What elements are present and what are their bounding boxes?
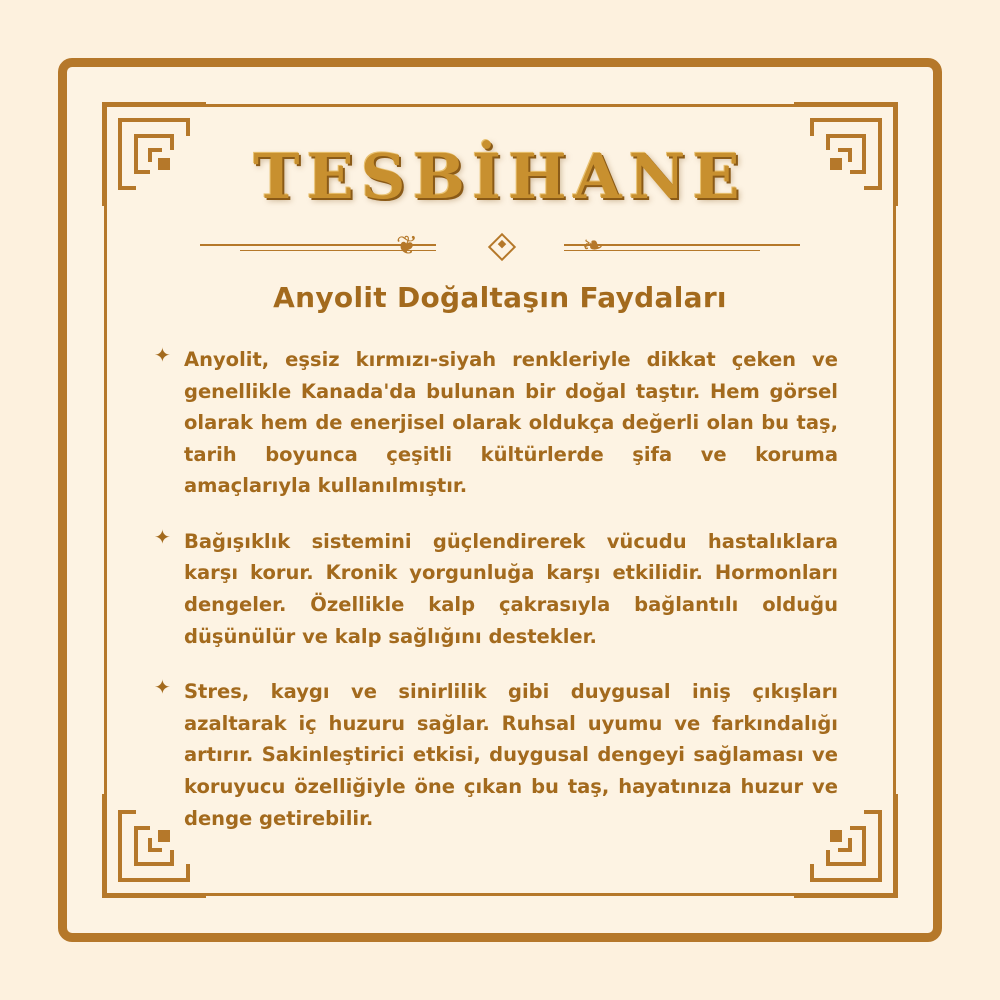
list-item (150, 526, 838, 652)
benefits-list (140, 344, 860, 834)
list-item (150, 344, 838, 502)
brand-title: TESBİHANE (140, 140, 860, 213)
list-item (150, 676, 838, 834)
list-item-text: Anyolit, eşsiz kırmızı-siyah renkleriyle dikkat çeken ve genellikle Kanada'da bulunan bir doğal taştır. Hem görsel olarak hem de enerjisel olarak oldukça değerli olan bu taş, tarih boyunca çeşitli kültürlerde şifa ve koruma amaçlarıyla kullanılmıştır. (184, 348, 838, 498)
flourish-left-icon: ❦ (396, 231, 418, 261)
divider-ornament (200, 231, 800, 275)
flourish-right-icon: ❧ (582, 231, 604, 261)
list-item-text: Stres, kaygı ve sinirlilik gibi duygusal iniş çıkışları azaltarak iç huzuru sağlar. Ruhsal uyumu ve farkındalığı artırır. Sakinleştirici etkisi, duygusal dengeyi sağlaması ve koruyucu özelliğiyle öne çıkan bu taş, hayatınıza huzur ve denge getirebilir. (184, 680, 838, 830)
four-point-star-icon: ✦ (154, 524, 171, 549)
list-item-text: Bağışıklık sistemini güçlendirerek vücudu hastalıklara karşı korur. Kronik yorgunluğa karşı etkilidir. Hormonları dengeler. Özellikle kalp çakrasıyla bağlantılı olduğu düşünülür ve kalp sağlığını destekler. (184, 529, 838, 648)
diamond-icon (488, 233, 516, 261)
four-point-star-icon: ✦ (154, 675, 171, 700)
poster-content (140, 130, 860, 870)
four-point-star-icon: ✦ (154, 343, 171, 367)
page-title: Anyolit Doğaltaşın Faydaları (273, 281, 727, 314)
